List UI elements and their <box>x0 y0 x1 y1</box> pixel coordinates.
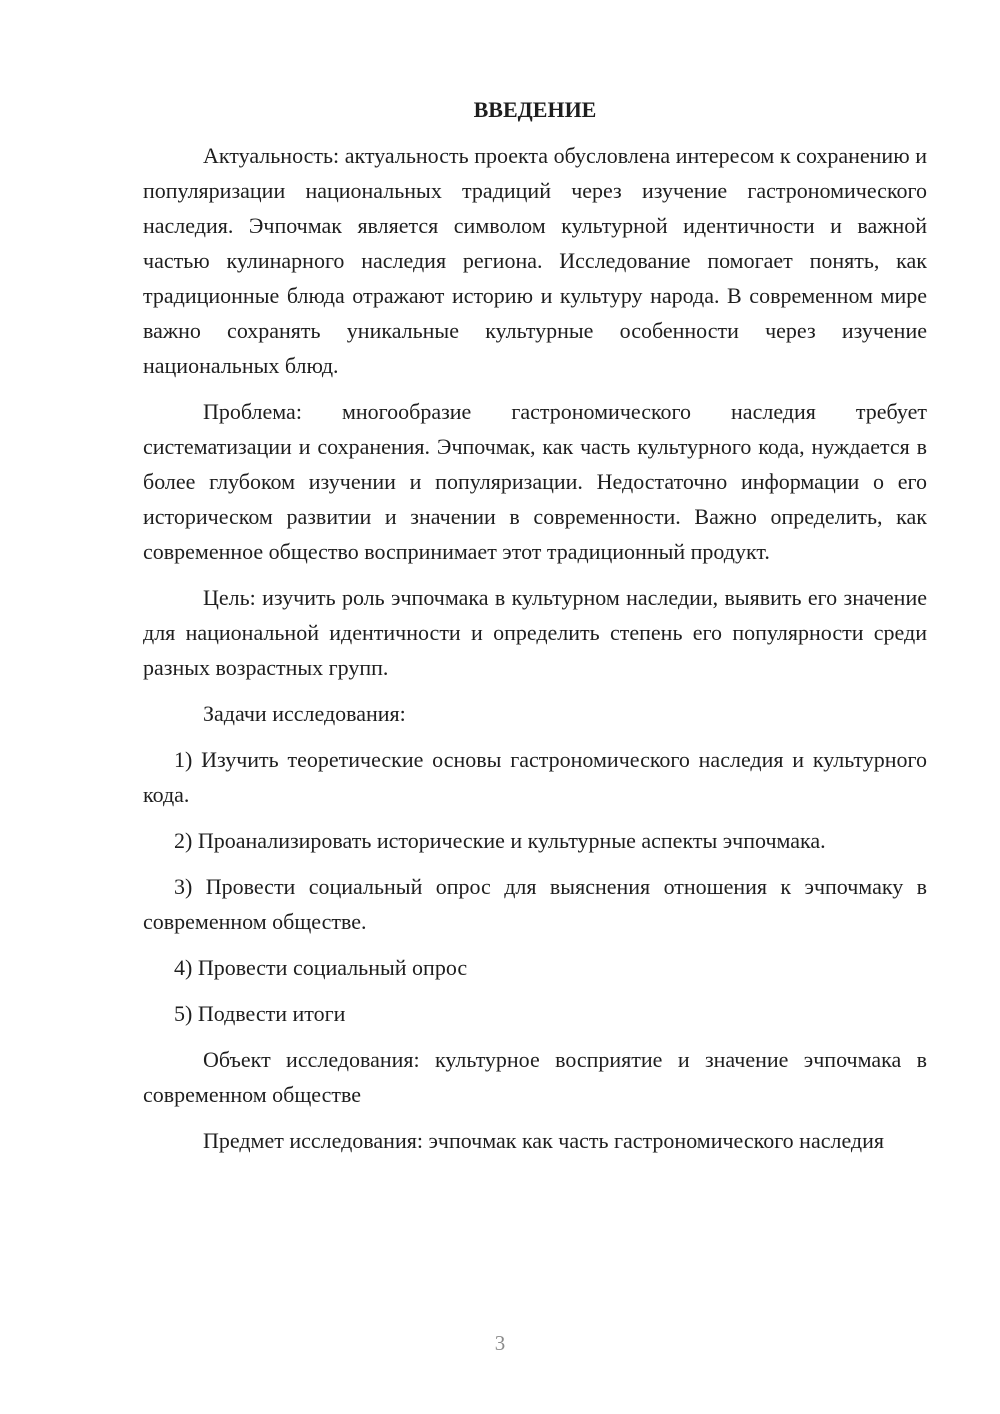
document-page <box>143 92 927 1169</box>
goal-paragraph: Цель: изучить роль эчпочмака в культурном наследии, выявить его значение для национальной идентичности и определить степень его популярности среди разных возрастных групп. <box>143 585 927 680</box>
task-item-3: 3) Провести социальный опрос для выяснения отношения к эчпочмаку в современном обществе. <box>143 874 927 934</box>
problem-paragraph: Проблема: многообразие гастрономического наследия требует систематизации и сохранения. Эчпочмак, как часть культурного кода, нуждается в более глубоком изучении и популяризации. Недостаточно информации о его историческом развитии и значении в современности. Важно определить, как современное общество воспринимает этот традиционный продукт. <box>143 399 927 564</box>
task-item-5: 5) Подвести итоги <box>174 1001 346 1026</box>
task-item-2: 2) Проанализировать исторические и культурные аспекты эчпочмака. <box>174 828 826 853</box>
object-paragraph: Объект исследования: культурное восприятие и значение эчпочмака в современном обществе <box>143 1047 927 1107</box>
tasks-heading: Задачи исследования: <box>203 701 406 726</box>
subject-paragraph: Предмет исследования: эчпочмак как часть гастрономического наследия <box>203 1128 885 1153</box>
page-number: 3 <box>494 1331 506 1355</box>
task-item-4: 4) Провести социальный опрос <box>174 955 468 980</box>
section-title: ВВЕДЕНИЕ <box>473 97 597 122</box>
task-item-1: 1) Изучить теоретические основы гастрономического наследия и культурного кода. <box>143 747 927 807</box>
relevance-paragraph: Актуальность: актуальность проекта обусловлена интересом к сохранению и популяризации национальных традиций через изучение гастрономического наследия. Эчпочмак является символом культурной идентичности и важной частью кулинарного наследия региона. Исследование помогает понять, как традиционные блюда отражают историю и культуру народа. В современном мире важно сохранять уникальные культурные особенности через изучение национальных блюд. <box>143 143 927 378</box>
